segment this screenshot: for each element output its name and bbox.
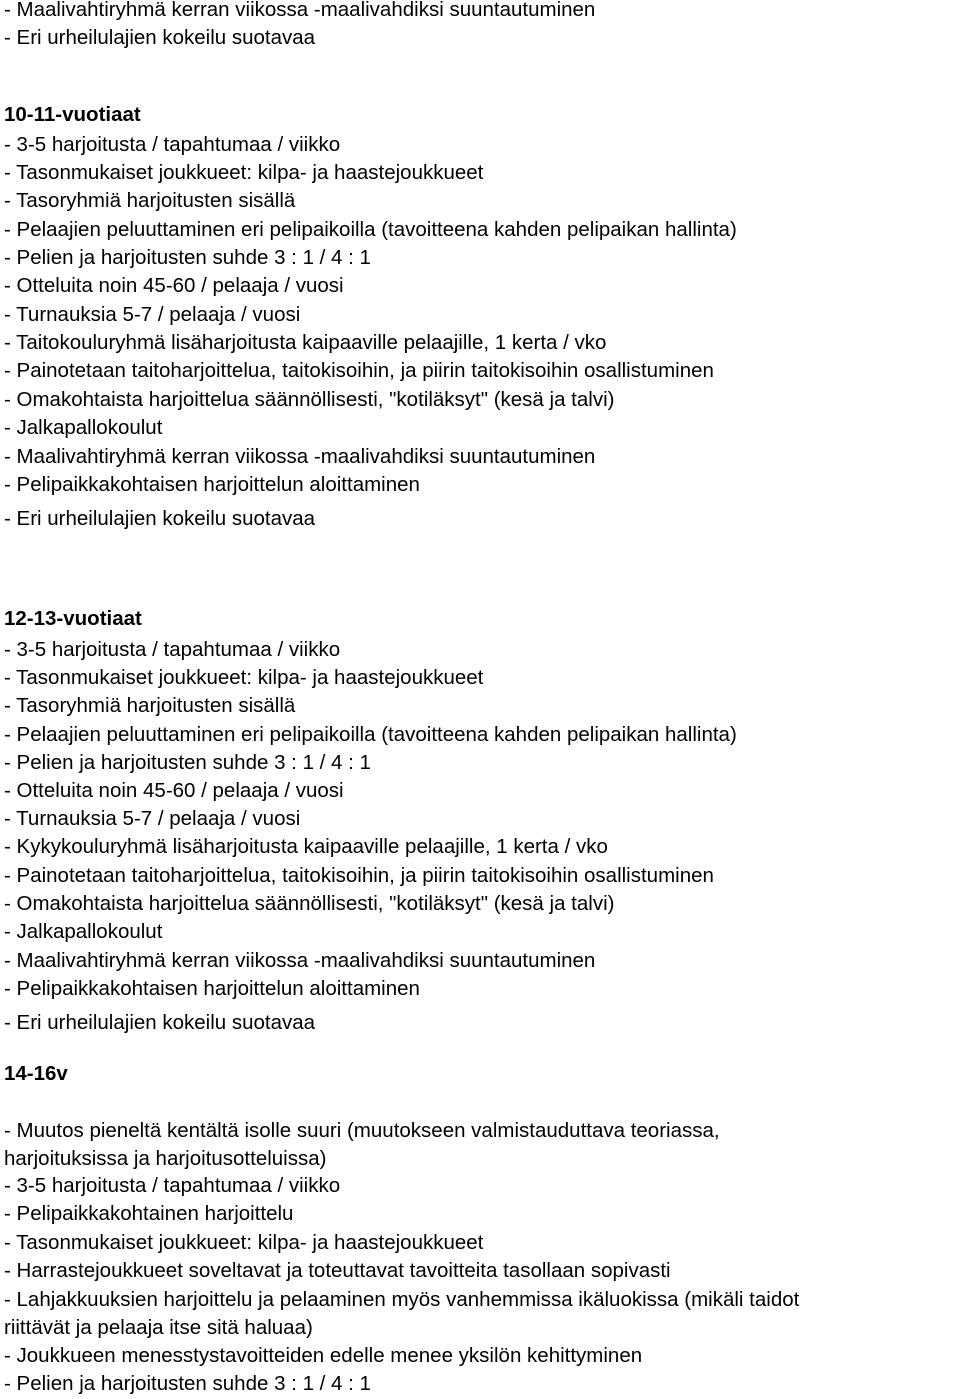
list-item: - Eri urheilulajien kokeilu suotavaa [4,507,316,530]
list-item: - Taitokouluryhmä lisäharjoitusta kaipaaville pelaajille, 1 kerta / vko [4,331,607,354]
list-item: - Eri urheilulajien kokeilu suotavaa [4,1011,316,1034]
list-item: - Omakohtaista harjoittelua säännöllisesti, "kotiläksyt" (kesä ja talvi) [4,892,615,915]
list-item: - Pelien ja harjoitusten suhde 3 : 1 / 4 : 1 [4,246,371,269]
list-item: - Pelipaikkakohtaisen harjoittelun aloittaminen [4,473,420,496]
list-item: - Pelipaikkakohtainen harjoittelu [4,1202,294,1225]
list-item: - Lahjakkuuksien harjoittelu ja pelaaminen myös vanhemmissa ikäluokissa (mikäli taidot [4,1288,800,1311]
list-item-continuation: riittävät ja pelaaja itse sitä haluaa) [4,1316,313,1339]
list-item: - Tasonmukaiset joukkueet: kilpa- ja haastejoukkueet [4,161,484,184]
list-item: - Joukkueen menesstystavoitteiden edelle menee yksilön kehittyminen [4,1344,643,1367]
section-heading-12-13: 12-13-vuotiaat [4,607,142,630]
list-item: - Tasonmukaiset joukkueet: kilpa- ja haastejoukkueet [4,1231,484,1254]
list-item: - Painotetaan taitoharjoittelua, taitokisoihin, ja piirin taitokisoihin osallistuminen [4,864,714,887]
list-item: - Pelipaikkakohtaisen harjoittelun aloittaminen [4,977,420,1000]
list-item: - Kykykouluryhmä lisäharjoitusta kaipaaville pelaajille, 1 kerta / vko [4,835,608,858]
list-item: - Jalkapallokoulut [4,920,163,943]
list-item: - 3-5 harjoitusta / tapahtumaa / viikko [4,638,341,661]
list-item: - Omakohtaista harjoittelua säännöllisesti, "kotiläksyt" (kesä ja talvi) [4,388,615,411]
list-item: - Tasoryhmiä harjoitusten sisällä [4,189,296,212]
list-item: - 3-5 harjoitusta / tapahtumaa / viikko [4,1174,341,1197]
section-heading-10-11: 10-11-vuotiaat [4,103,141,126]
list-item: - Maalivahtiryhmä kerran viikossa -maalivahdiksi suuntautuminen [4,949,596,972]
intro-line: - Maalivahtiryhmä kerran viikossa -maalivahdiksi suuntautuminen [4,0,596,21]
list-item: - Pelaajien peluuttaminen eri pelipaikoilla (tavoitteena kahden pelipaikan hallinta) [4,723,737,746]
list-item: - Muutos pieneltä kentältä isolle suuri (muutokseen valmistauduttava teoriassa, [4,1119,720,1142]
list-item: - Turnauksia 5-7 / pelaaja / vuosi [4,807,301,830]
list-item: - Painotetaan taitoharjoittelua, taitokisoihin, ja piirin taitokisoihin osallistuminen [4,359,714,382]
list-item: - Tasonmukaiset joukkueet: kilpa- ja haastejoukkueet [4,666,484,689]
list-item-continuation: harjoituksissa ja harjoitusotteluissa) [4,1147,327,1170]
list-item: - Tasoryhmiä harjoitusten sisällä [4,694,296,717]
list-item: - Otteluita noin 45-60 / pelaaja / vuosi [4,274,344,297]
intro-line: - Eri urheilulajien kokeilu suotavaa [4,26,316,49]
list-item: - Pelien ja harjoitusten suhde 3 : 1 / 4 : 1 [4,1372,371,1395]
list-item: - Maalivahtiryhmä kerran viikossa -maalivahdiksi suuntautuminen [4,445,596,468]
list-item: - Otteluita noin 45-60 / pelaaja / vuosi [4,779,344,802]
list-item: - Jalkapallokoulut [4,416,163,439]
list-item: - 3-5 harjoitusta / tapahtumaa / viikko [4,133,341,156]
list-item: - Harrastejoukkueet soveltavat ja toteuttavat tavoitteita tasollaan sopivasti [4,1259,671,1282]
list-item: - Pelaajien peluuttaminen eri pelipaikoilla (tavoitteena kahden pelipaikan hallinta) [4,218,737,241]
list-item: - Turnauksia 5-7 / pelaaja / vuosi [4,303,301,326]
list-item: - Pelien ja harjoitusten suhde 3 : 1 / 4 : 1 [4,751,371,774]
section-heading-14-16: 14-16v [4,1062,68,1085]
